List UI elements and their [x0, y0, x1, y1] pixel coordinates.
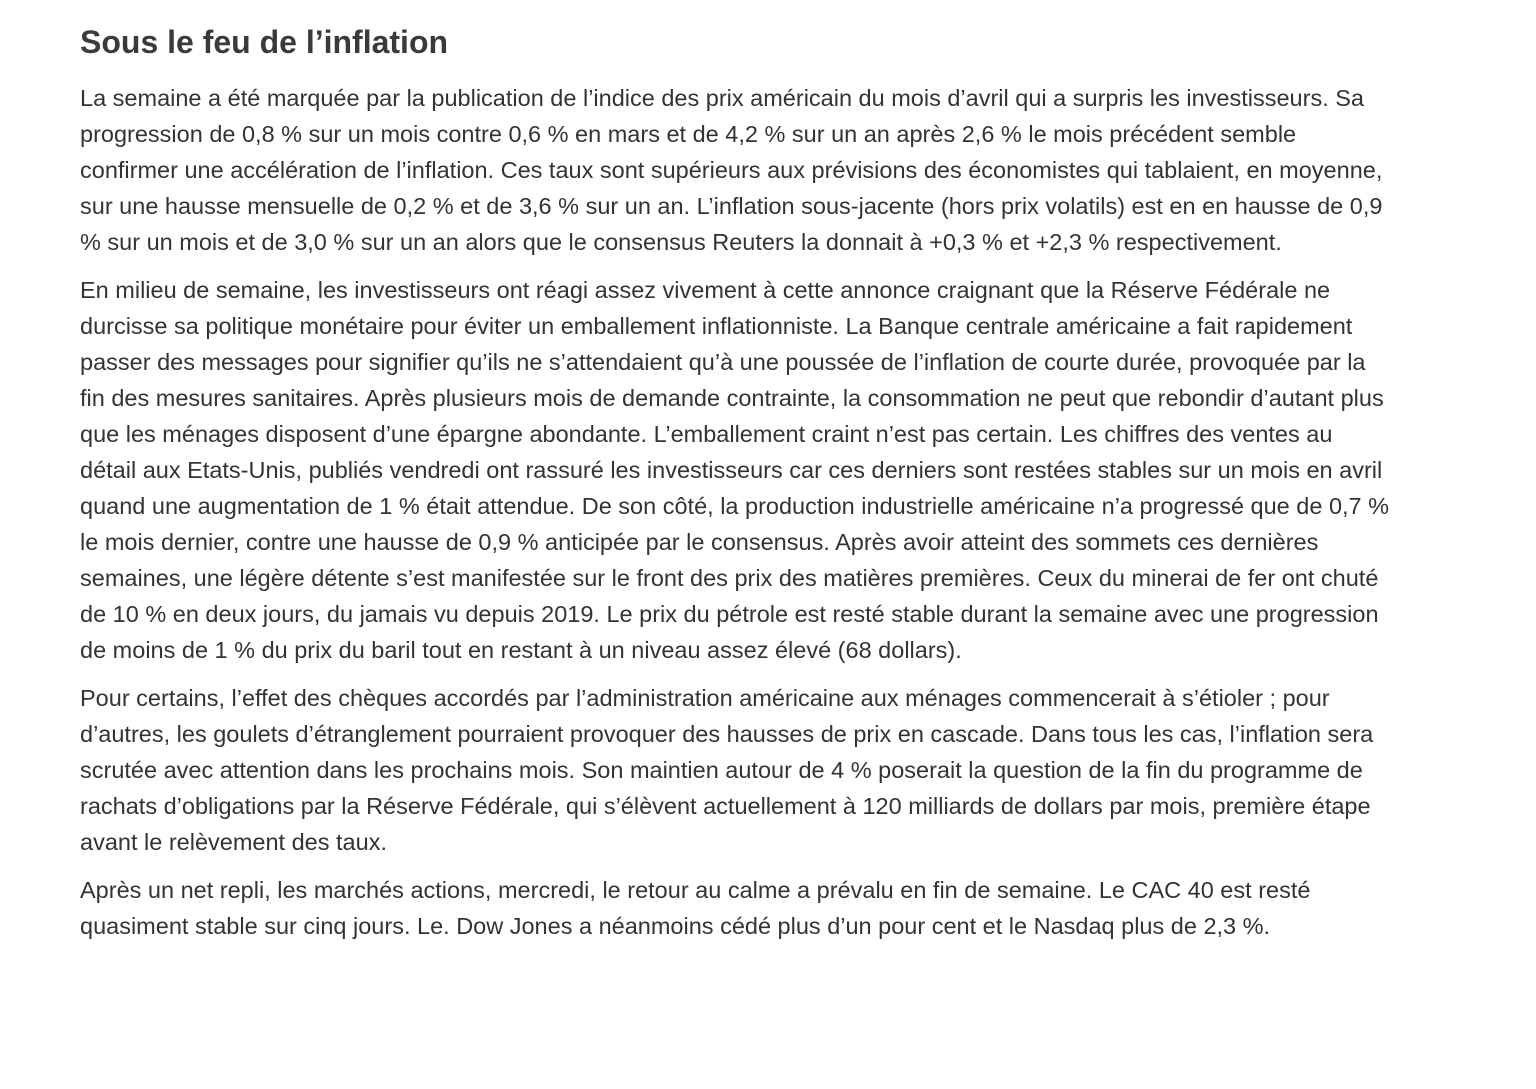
article-paragraph-3: Pour certains, l’effet des chèques accordés par l’administration américaine aux ménages commencerait à s’étioler ; pour d’autres, les goulets d’étranglement pourraient provoquer des hausses de prix en cascade. Dans tous les cas, l’inflation sera scrutée avec attention dans les prochains mois. Son maintien autour de 4 % poserait la question de la fin du programme de rachats d’obligations par la Réserve Fédérale, qui s’élèvent actuellement à 120 milliards de dollars par mois, première étape avant le relèvement des taux. [80, 685, 1374, 855]
article [80, 22, 1390, 956]
article-paragraph-2: En milieu de semaine, les investisseurs ont réagi assez vivement à cette annonce craignant que la Réserve Fédérale ne durcisse sa politique monétaire pour éviter un emballement inflationniste. La Banque centrale américaine a fait rapidement passer des messages pour signifier qu’ils ne s’attendaient qu’à une poussée de l’inflation de courte durée, provoquée par la fin des mesures sanitaires. Après plusieurs mois de demande contrainte, la consommation ne peut que rebondir d’autant plus que les ménages disposent d’une épargne abondante. L’emballement craint n’est pas certain. Les chiffres des ventes au détail aux Etats-Unis, publiés vendredi ont rassuré les investisseurs car ces derniers sont restées stables sur un mois en avril quand une augmentation de 1 % était attendue. De son côté, la production industrielle américaine n’a progressé que de 0,7 % le mois dernier, contre une hausse de 0,9 % anticipée par le consensus. Après avoir atteint des sommets ces dernières semaines, une légère détente s’est manifestée sur le front des prix des matières premières. Ceux du minerai de fer ont chuté de 10 % en deux jours, du jamais vu depuis 2019. Le prix du pétrole est resté stable durant la semaine avec une progression de moins de 1 % du prix du baril tout en restant à un niveau assez élevé (68 dollars). [80, 277, 1390, 663]
article-paragraph-1: La semaine a été marquée par la publication de l’indice des prix américain du mois d’avril qui a surpris les investisseurs. Sa progression de 0,8 % sur un mois contre 0,6 % en mars et de 4,2 % sur un an après 2,6 % le mois précédent semble confirmer une accélération de l’inflation. Ces taux sont supérieurs aux prévisions des économistes qui tablaient, en moyenne, sur une hausse mensuelle de 0,2 % et de 3,6 % sur un an. L’inflation sous-jacente (hors prix volatils) est en en hausse de 0,9 % sur un mois et de 3,0 % sur un an alors que le consensus Reuters la donnait à +0,3 % et +2,3 % respectivement. [80, 85, 1383, 255]
article-paragraph-4: Après un net repli, les marchés actions, mercredi, le retour au calme a prévalu en fin de semaine. Le CAC 40 est resté quasiment stable sur cinq jours. Le. Dow Jones a néanmoins cédé plus d’un pour cent et le Nasdaq plus de 2,3 %. [80, 877, 1311, 939]
article-title: Sous le feu de l’inflation [80, 24, 449, 60]
